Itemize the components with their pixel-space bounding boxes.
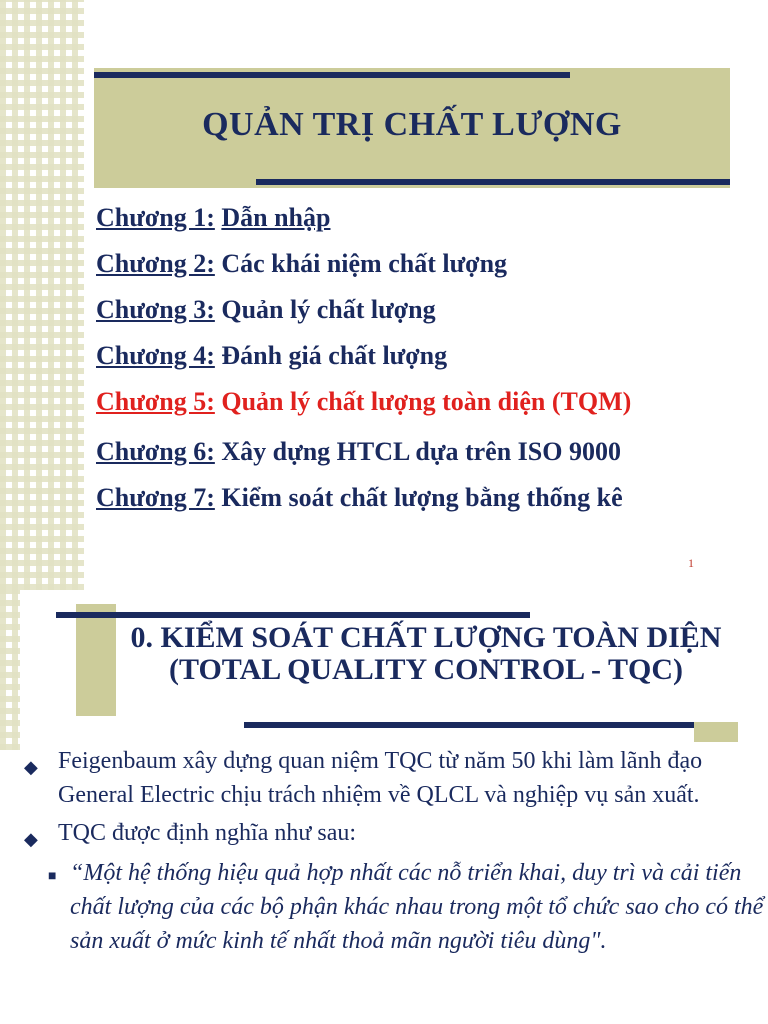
page-number: 1: [688, 556, 694, 570]
chapter-list: [96, 198, 768, 524]
decorative-checker-stripe-lower: [0, 590, 20, 750]
chapter-item-4[interactable]: [96, 336, 768, 382]
chapter-item-6[interactable]: [96, 432, 768, 478]
chapter-label: Chương 1:: [96, 203, 215, 232]
chapter-item-7[interactable]: [96, 478, 768, 524]
chapter-item-2[interactable]: [96, 244, 768, 290]
quote-text: “Một hệ thống hiệu quả hợp nhất các nỗ triển khai, duy trì và cải tiến chất lượng của các bộ phận khác nhau trong một tổ chức sao cho có thể sản xuất ở mức kinh tế nhất thoả mãn người tiêu dùng".: [70, 860, 764, 954]
bullet-text: TQC được định nghĩa như sau:: [58, 820, 357, 846]
chapter-title: Quản lý chất lượng toàn diện (TQM): [221, 387, 632, 416]
chapter-label: Chương 2:: [96, 249, 215, 278]
slide2-accent-block-left: [76, 604, 116, 716]
chapter-title: Các khái niệm chất lượng: [221, 249, 508, 278]
square-bullet-icon: ■: [48, 869, 57, 884]
slide1-title: QUẢN TRỊ CHẤT LƯỢNG: [202, 106, 622, 143]
chapter-label: Chương 5:: [96, 387, 215, 416]
slide2-body: [14, 744, 768, 958]
diamond-bullet-icon: ◆: [24, 829, 38, 849]
chapter-title: Đánh giá chất lượng: [221, 341, 448, 370]
chapter-label: Chương 3:: [96, 295, 215, 324]
chapter-item-5[interactable]: [96, 382, 768, 428]
diamond-bullet-icon: ◆: [24, 757, 38, 777]
slide2-accent-block-right: [694, 722, 738, 742]
chapter-label: Chương 4:: [96, 341, 215, 370]
chapter-title: Dẫn nhập: [221, 203, 331, 232]
chapter-title: Xây dựng HTCL dựa trên ISO 9000: [221, 437, 621, 466]
chapter-item-1[interactable]: [96, 198, 768, 244]
list-item: [14, 816, 768, 850]
chapter-title: Kiểm soát chất lượng bằng thống kê: [221, 483, 623, 512]
decorative-checker-stripe: [0, 0, 84, 590]
slide1-title-rule-bottom: [256, 179, 730, 185]
chapter-title: Quản lý chất lượng: [221, 295, 436, 324]
list-item: [14, 744, 768, 812]
bullet-text: Feigenbaum xây dựng quan niệm TQC từ năm 50 khi làm lãnh đạo General Electric chịu trách nhiệm về QLCL và nghiệp vụ sản xuất.: [58, 748, 703, 808]
quote-item: [14, 856, 768, 958]
slide1-title-rule-top: [94, 72, 570, 78]
chapter-item-3[interactable]: [96, 290, 768, 336]
slide2-title-rule-bottom: [244, 722, 694, 728]
slide2-title: 0. KIỂM SOÁT CHẤT LƯỢNG TOÀN DIỆN (TOTAL QUALITY CONTROL - TQC): [130, 621, 722, 686]
slide2-title-rule-top: [56, 612, 530, 618]
chapter-label: Chương 7:: [96, 483, 215, 512]
chapter-label: Chương 6:: [96, 437, 215, 466]
